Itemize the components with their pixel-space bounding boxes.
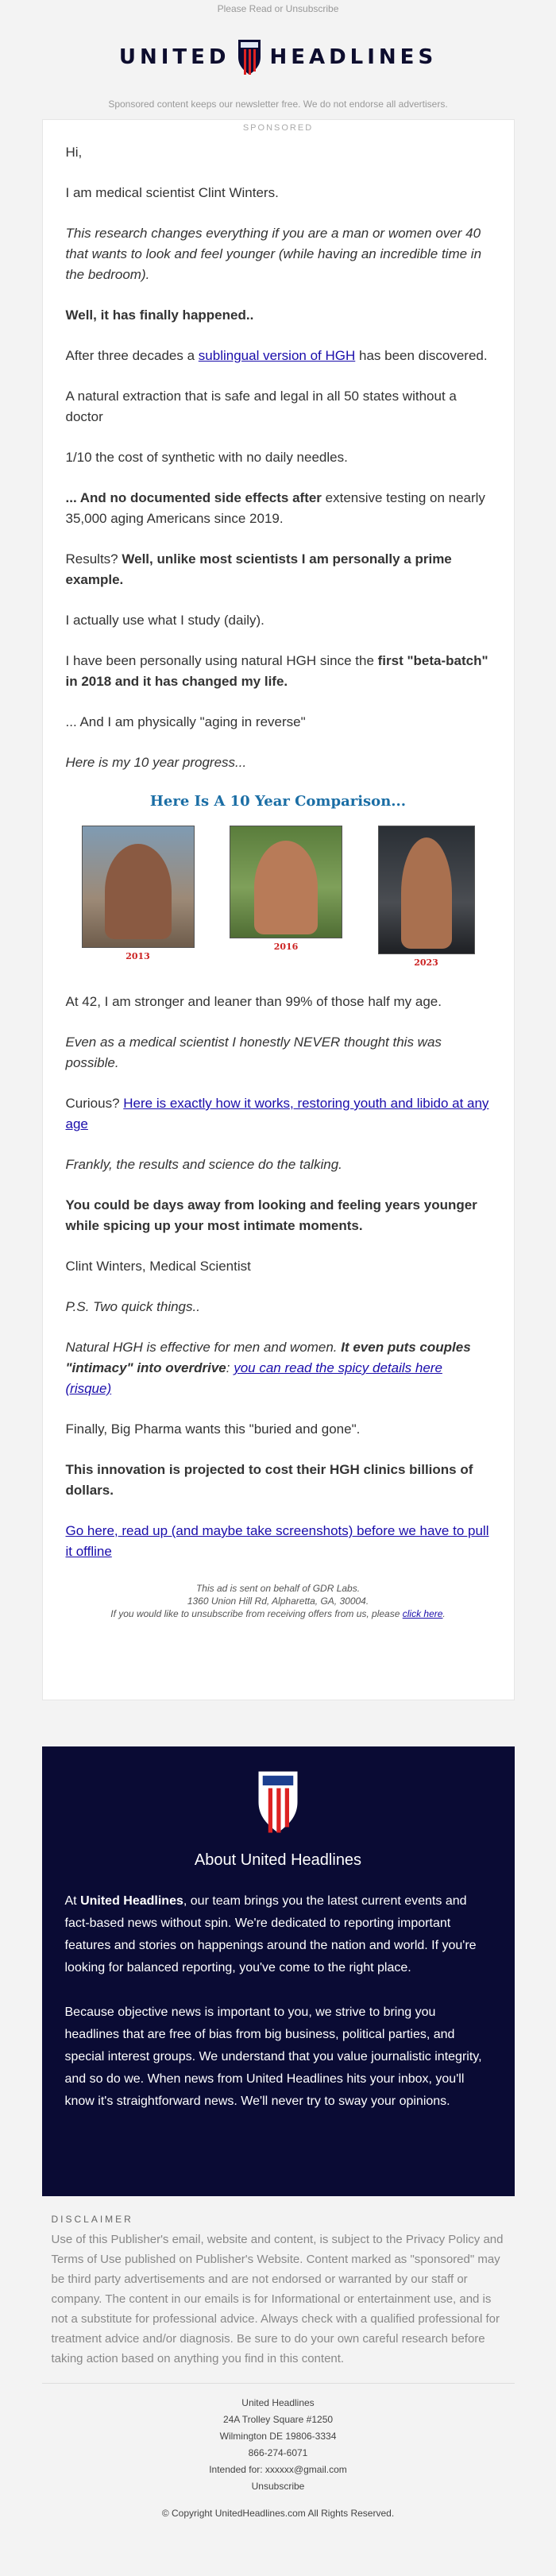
progress-text: Here is my 10 year progress... [65, 755, 247, 770]
results-pre: Results? [65, 551, 122, 567]
disclaimer-title: DISCLAIMER [51, 2214, 133, 2225]
greeting: Hi, [65, 145, 83, 160]
using-paragraph [66, 651, 491, 692]
never-text: Even as a medical scientist I honestly NEVER thought this was possible. [65, 1035, 442, 1070]
photo-2016-image [230, 826, 342, 938]
unsub-post: . [442, 1608, 446, 1619]
discovery-paragraph [66, 346, 491, 366]
using-pre: I have been personally using natural HGH since the [65, 653, 378, 668]
read-or-unsubscribe-link[interactable]: Please Read or Unsubscribe [217, 3, 339, 14]
sponsored-ad-card [42, 119, 515, 1700]
footer-unsubscribe-link[interactable]: Unsubscribe [251, 2481, 305, 2492]
frankly-text: Frankly, the results and science do the talking. [65, 1157, 342, 1172]
photo-2013[interactable] [82, 826, 195, 961]
about-p1-rest: , our team brings you the latest current events and fact-based news without spin. We're dedicated to reporting important features and stories on happenings around the nation and world. If you're looking for balanced reporting, you've come to the right place. [64, 1894, 477, 1975]
side-effects-bold: ... And no documented side effects after [65, 490, 322, 505]
how-it-works-link[interactable]: Here is exactly how it works, restoring youth and libido at any age [65, 1096, 489, 1131]
effective-bold: It even puts couples "intimacy" into overdrive [65, 1340, 471, 1375]
happened-text: Well, it has finally happened.. [65, 307, 254, 323]
ps-text: P.S. Two quick things.. [65, 1299, 200, 1314]
final-link-paragraph [66, 1521, 491, 1562]
side-effects-paragraph [66, 488, 491, 529]
footer-phone: 866-274-6071 [248, 2447, 308, 2458]
disclaimer-section [42, 2196, 515, 2369]
footer-intended: Intended for: xxxxxx@gmail.com [209, 2464, 347, 2475]
sponsor-disclosure: Sponsored content keeps our newsletter free. We do not endorse all advertisers. [108, 99, 448, 110]
photo-2023-image [378, 826, 475, 954]
side-effects-rest: extensive testing on nearly 35,000 aging Americans since 2019. [65, 490, 485, 526]
frankly-paragraph [66, 1155, 491, 1175]
signature: Clint Winters, Medical Scientist [65, 1259, 251, 1274]
stronger-paragraph: At 42, I am stronger and leaner than 99% of those half my age. [65, 994, 442, 1009]
innovation-text: This innovation is projected to cost their HGH clinics billions of dollars. [65, 1462, 473, 1498]
about-p1-bold: United Headlines [80, 1894, 183, 1908]
about-paragraph-2: Because objective news is important to you, we strive to bring you headlines that are free of bias from big business, political parties, and special interest groups. We understand that you value journalistic integrity, and so do we. When news from United Headlines hits your inbox, you'll know it's straightforward news. We'll never try to sway your opinions. [64, 2005, 482, 2108]
about-paragraph-1 [65, 1890, 492, 1979]
photo-2016-year: 2016 [273, 942, 299, 952]
pharma-paragraph: Finally, Big Pharma wants this "buried and gone". [65, 1421, 361, 1437]
footer-company: United Headlines [241, 2397, 315, 2408]
brand-word-right: HEADLINES [269, 45, 438, 69]
ad-footer-note [66, 1582, 491, 1620]
effective-paragraph [66, 1337, 491, 1399]
top-notice-bar [0, 0, 556, 19]
natural-paragraph: A natural extraction that is safe and legal in all 50 states without a doctor [65, 389, 457, 424]
curious-paragraph [66, 1093, 491, 1135]
using-bold: first "beta-batch" in 2018 and it has changed my life. [65, 653, 488, 689]
research-text: This research changes everything if you are a man or women over 40 that wants to look and feel younger (while having an incredible time in the bedroom). [65, 226, 482, 282]
gallery-title: Here Is A 10 Year Comparison... [149, 793, 407, 810]
shield-flag-icon [236, 38, 263, 76]
sent-on-behalf: This ad is sent on behalf of GDR Labs. [195, 1583, 361, 1594]
progress-paragraph [66, 752, 491, 773]
footer-address [0, 2395, 556, 2495]
curious-pre: Curious? [65, 1096, 124, 1111]
ad-unsubscribe-line [66, 1607, 491, 1620]
use-paragraph: I actually use what I study (daily). [65, 613, 264, 628]
copyright: © Copyright UnitedHeadlines.com All Rights Reserved. [161, 2508, 395, 2519]
disclaimer-text: Use of this Publisher's email, website and content, is subject to the Privacy Policy and Terms of Use published on Publisher's Website. Content marked as "sponsored" may be third party advertisements and are not endorsed or warranted by our staff or company. The content in our emails is for Informational or entertainment use, and is not a substitute for professional advice. Always check with a qualified professional for treatment advice and/or diagnosis. Be sure to do your own careful research before taking action based on anything you find in this content. [51, 2233, 504, 2365]
effective-mid: : [226, 1360, 234, 1375]
happened-paragraph [66, 305, 491, 326]
aging-paragraph: ... And I am physically "aging in reverse" [65, 714, 306, 729]
footer-divider [42, 2383, 515, 2384]
effective-pre: Natural HGH is effective for men and women. [65, 1340, 342, 1355]
sublingual-hgh-link[interactable]: sublingual version of HGH [198, 348, 356, 363]
research-paragraph [66, 223, 491, 285]
brand-header[interactable] [0, 33, 556, 81]
comparison-gallery[interactable] [66, 826, 491, 968]
ad-unsubscribe-link[interactable]: click here [402, 1608, 443, 1619]
sponsored-label: SPONSORED [242, 123, 314, 133]
brand-word-left: UNITED [118, 45, 230, 69]
shield-flag-icon [253, 1769, 303, 1835]
never-paragraph [66, 1032, 491, 1073]
footer-street: 24A Trolley Square #1250 [222, 2414, 334, 2425]
about-title: About United Headlines [194, 1851, 362, 1869]
results-paragraph [66, 549, 491, 590]
days-away-text: You could be days away from looking and feeling years younger while spicing up your most intimate moments. [65, 1197, 477, 1233]
discovery-post: has been discovered. [355, 348, 488, 363]
innovation-paragraph [66, 1460, 491, 1501]
advertiser-address: 1360 Union Hill Rd, Alpharetta, GA, 30004. [187, 1595, 369, 1607]
about-p1-pre: At [64, 1894, 81, 1908]
about-logo [65, 1769, 492, 1835]
discovery-pre: After three decades a [65, 348, 199, 363]
photo-2023-year: 2023 [414, 957, 438, 968]
cost-paragraph: 1/10 the cost of synthetic with no daily needles. [65, 450, 348, 465]
photo-2013-image [82, 826, 195, 948]
unsub-pre: If you would like to unsubscribe from receiving offers from us, please [110, 1608, 403, 1619]
pull-offline-link[interactable]: Go here, read up (and maybe take screenshots) before we have to pull it offline [65, 1523, 489, 1559]
spicy-details-link[interactable]: you can read the spicy details here (risque) [65, 1360, 442, 1396]
footer-city: Wilmington DE 19806-3334 [219, 2431, 337, 2442]
photo-2013-year: 2013 [125, 951, 150, 961]
photo-2016[interactable] [230, 826, 342, 952]
about-section [42, 1746, 515, 2196]
days-away-paragraph [66, 1195, 491, 1236]
ps-paragraph [66, 1297, 491, 1317]
intro-paragraph: I am medical scientist Clint Winters. [65, 185, 279, 200]
photo-2023[interactable] [378, 826, 475, 968]
results-bold: Well, unlike most scientists I am personally a prime example. [65, 551, 452, 587]
